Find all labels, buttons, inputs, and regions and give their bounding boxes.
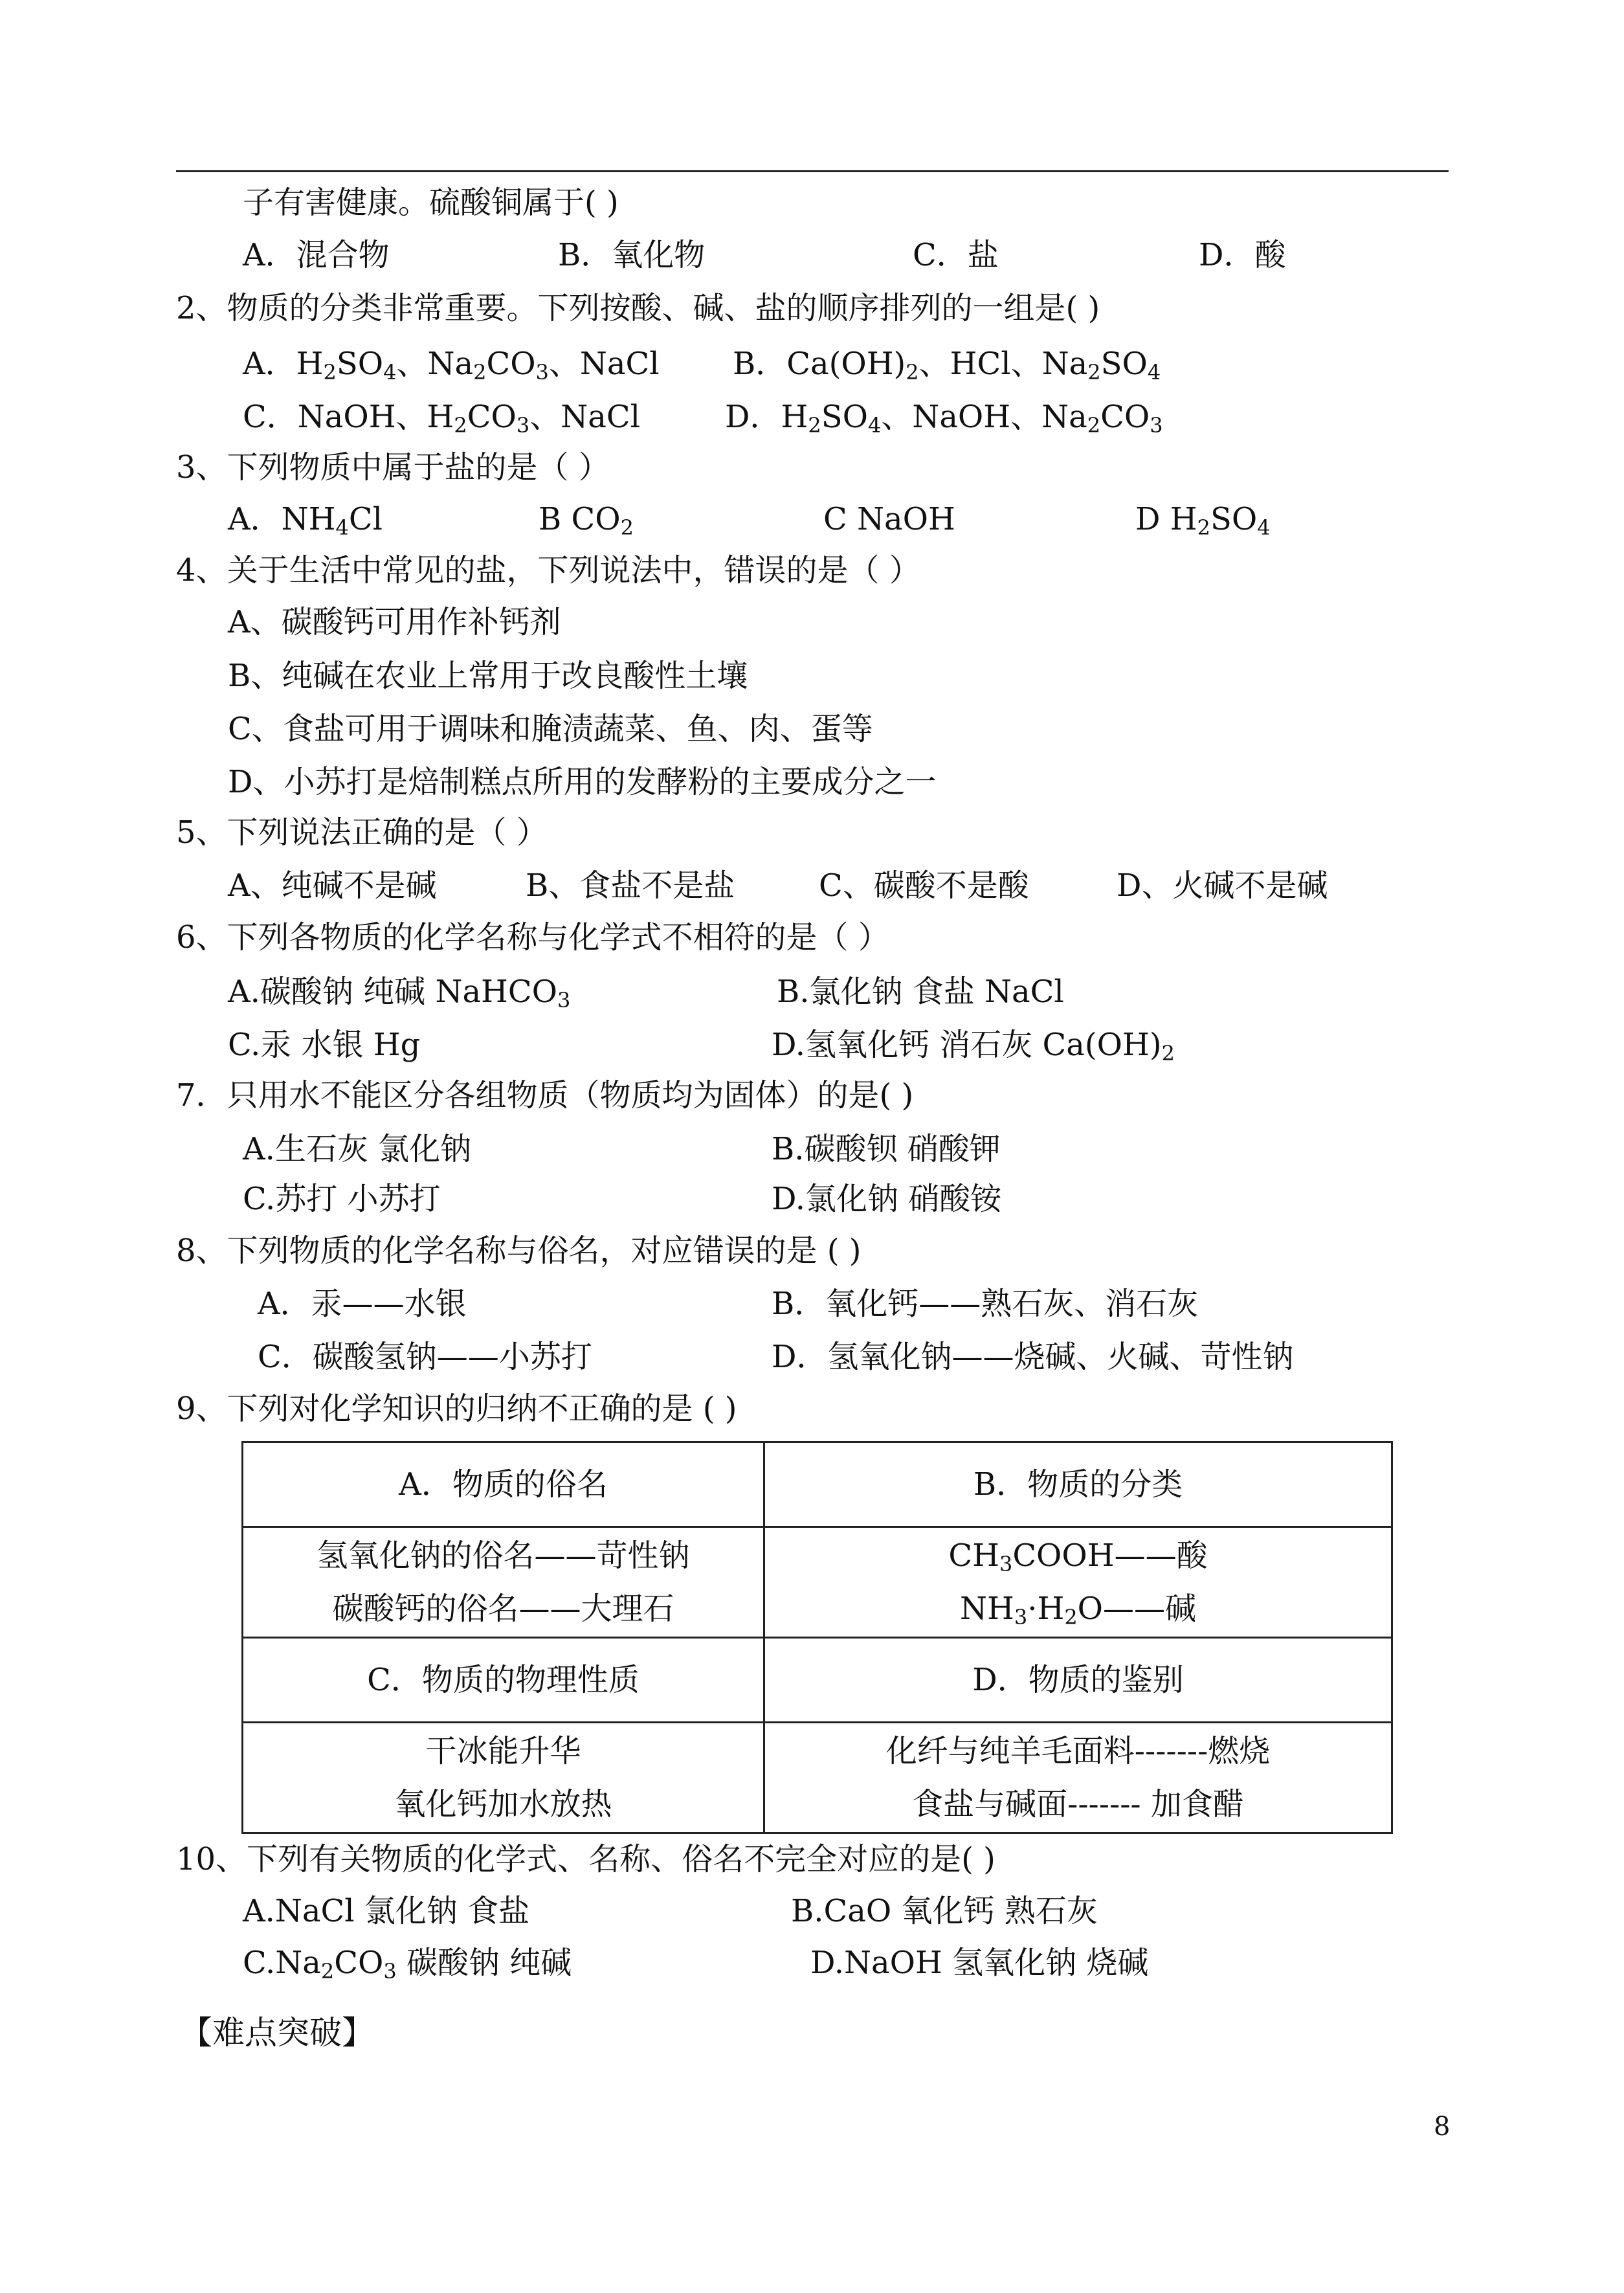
- table-cell-a-head: [243, 1442, 764, 1527]
- q4-option-a: A、碳酸钙可用作补钙剂: [228, 604, 561, 640]
- q9-summary-table: [241, 1441, 1393, 1834]
- table-a-line2: 碳酸钙的俗名——大理石: [332, 1591, 674, 1627]
- q6-option-c: C.汞 水银 Hg: [228, 1027, 421, 1063]
- table-cell-b-body: [764, 1527, 1392, 1638]
- table-a-line1: 氢氧化钠的俗名——苛性钠: [317, 1538, 690, 1574]
- table-cell-a-body: [243, 1527, 764, 1638]
- q2-stem: 2、物质的分类非常重要。下列按酸、碱、盐的顺序排列的一组是( ): [176, 290, 1100, 326]
- q5-option-d: D、火碱不是碱: [1117, 867, 1328, 904]
- table-d-line2: 食盐与碱面------- 加食醋: [912, 1786, 1244, 1822]
- q6-stem: 6、下列各物质的化学名称与化学式不相符的是（ ）: [176, 919, 889, 956]
- q3-stem: 3、下列物质中属于盐的是（ ）: [176, 449, 610, 486]
- q4-stem: 4、关于生活中常见的盐，下列说法中，错误的是（ ）: [176, 552, 920, 588]
- q8-stem: 8、下列物质的化学名称与俗名，对应错误的是 ( ): [176, 1233, 862, 1269]
- q7-option-b: B.碳酸钡 硝酸钾: [772, 1131, 1001, 1167]
- q4-option-b: B、纯碱在农业上常用于改良酸性土壤: [228, 658, 748, 694]
- q2-option-c: C．NaOH、$H_2CO_3$、NaCl: [243, 399, 640, 438]
- q10-option-c: $C.Na_2CO_3$ 碳酸钠 纯碱: [243, 1945, 572, 1984]
- q1-option-d: D．酸: [1199, 237, 1286, 273]
- q2-option-a: A．$H_2SO_4$、$Na_2CO_3$、NaCl: [243, 346, 660, 385]
- q1-option-b: B．氧化物: [558, 237, 706, 273]
- header-rule: [176, 170, 1449, 172]
- q1-stem-tail: 子有害健康。硫酸铜属于( ): [243, 185, 619, 221]
- q7-stem: 7．只用水不能区分各组物质（物质均为固体）的是( ): [176, 1077, 914, 1113]
- table-b-head: B．物质的分类: [973, 1466, 1183, 1503]
- table-b-line1: $CH_3COOH——$酸: [948, 1538, 1208, 1576]
- table-d-line1: 化纤与纯羊毛面料-------燃烧: [885, 1733, 1271, 1769]
- q5-option-c: C、碳酸不是酸: [819, 867, 1029, 904]
- table-cell-c-head: [243, 1638, 764, 1723]
- q2-option-b: B．$Ca(OH)_2$、HCl、$Na_2SO_4$: [733, 346, 1161, 385]
- q5-option-a: A、纯碱不是碱: [228, 867, 437, 904]
- table-a-head: A．物质的俗名: [399, 1466, 608, 1503]
- table-cell-c-body: [243, 1723, 764, 1833]
- q8-option-d: D．氢氧化钠——烧碱、火碱、苛性钠: [772, 1339, 1294, 1375]
- section-heading: 【难点突破】: [180, 2014, 374, 2052]
- q3-option-c: C NaOH: [823, 501, 955, 537]
- q7-option-d: D.氯化钠 硝酸铵: [772, 1181, 1002, 1217]
- q7-option-a: A.生石灰 氯化钠: [243, 1131, 472, 1167]
- q10-option-d: D.NaOH 氢氧化钠 烧碱: [810, 1945, 1149, 1981]
- q10-stem: 10、下列有关物质的化学式、名称、俗名不完全对应的是( ): [176, 1841, 996, 1877]
- q8-option-c: C．碳酸氢钠——小苏打: [258, 1339, 592, 1375]
- q2-option-d: D．$H_2SO_4$、NaOH、$Na_2CO_3$: [725, 399, 1163, 438]
- q9-stem: 9、下列对化学知识的归纳不正确的是 ( ): [176, 1391, 737, 1427]
- q6-option-b: B.氯化钠 食盐 NaCl: [777, 974, 1064, 1010]
- table-cell-d-head: [764, 1638, 1392, 1723]
- page-number: 8: [1434, 2112, 1451, 2142]
- table-d-head: D．物质的鉴别: [972, 1662, 1184, 1698]
- table-cell-b-head: [764, 1442, 1392, 1527]
- q1-option-a: A．混合物: [243, 237, 390, 273]
- q5-option-b: B、食盐不是盐: [526, 867, 735, 904]
- q10-option-a: A.NaCl 氯化钠 食盐: [243, 1893, 530, 1929]
- q5-stem: 5、下列说法正确的是（ ）: [176, 814, 548, 851]
- q4-option-c: C、食盐可用于调味和腌渍蔬菜、鱼、肉、蛋等: [228, 711, 873, 747]
- table-c-line2: 氧化钙加水放热: [394, 1786, 612, 1822]
- table-c-line1: 干冰能升华: [425, 1733, 581, 1769]
- q8-option-a: A．汞——水银: [258, 1286, 467, 1322]
- q3-option-d: D $H_2SO_4$: [1135, 501, 1271, 540]
- q10-option-c-text: 碳酸钠 纯碱: [406, 1945, 572, 1981]
- q10-option-b: B.CaO 氧化钙 熟石灰: [791, 1893, 1098, 1929]
- q6-option-a: A.碳酸钠 纯碱 NaHCO$_3$: [228, 974, 571, 1012]
- q7-option-c: C.苏打 小苏打: [243, 1181, 441, 1217]
- q6-option-d: D.氢氧化钙 消石灰 $Ca(OH)_2$: [772, 1027, 1175, 1066]
- q8-option-b: B．氧化钙——熟石灰、消石灰: [772, 1286, 1199, 1322]
- table-b-line2: $NH_3\cdot H_2O——$碱: [959, 1591, 1197, 1629]
- q3-option-b: B $CO_2$: [539, 501, 634, 540]
- q4-option-d: D、小苏打是焙制糕点所用的发酵粉的主要成分之一: [228, 764, 937, 800]
- q3-option-a: A．$NH_4Cl$: [228, 501, 383, 540]
- table-c-head: C．物质的物理性质: [367, 1662, 640, 1698]
- q1-option-c: C．盐: [913, 237, 999, 273]
- table-b-line2-suffix: O——碱: [1077, 1591, 1197, 1627]
- table-b-line1-suffix: ——酸: [1114, 1538, 1208, 1574]
- q6-option-d-text: D.氢氧化钙 消石灰 Ca(OH): [772, 1027, 1162, 1063]
- table-cell-d-body: [764, 1723, 1392, 1833]
